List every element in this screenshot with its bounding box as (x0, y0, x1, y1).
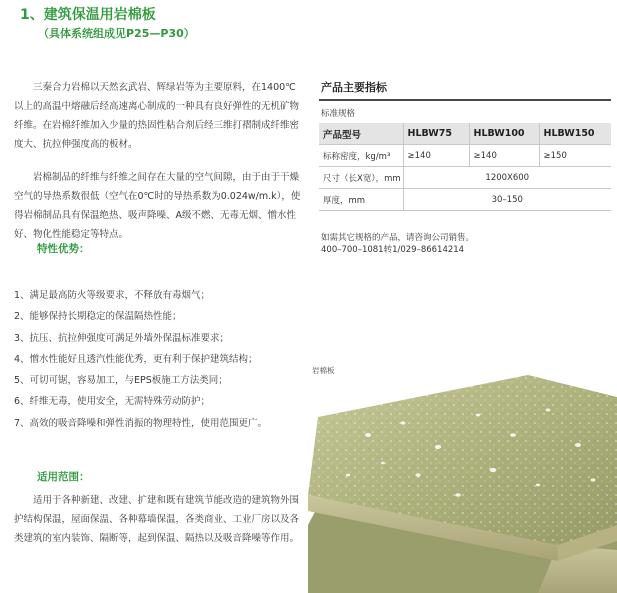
feature-item-3: 3、抗压、抗拉伸强度可满足外墙外保温标准要求； (14, 332, 230, 344)
feature-item-5: 5、可切可锯，容易加工，与EPS板施工方法类同； (14, 375, 228, 387)
density-value-3: ≥150 (539, 145, 611, 167)
intro-block (14, 78, 302, 244)
spec-title: 产品主要指标 (321, 81, 387, 94)
spec-model-3: HLBW150 (539, 123, 611, 145)
size-value: 1200X600 (403, 167, 611, 189)
spec-size-row (319, 167, 611, 189)
spec-header-label: 产品型号 (319, 123, 403, 145)
density-value-1: ≥140 (403, 145, 469, 167)
feature-item-2: 2、能够保持长期稳定的保温隔热性能； (14, 311, 182, 323)
feature-item-4: 4、憎水性能好且透汽性能优秀，更有利于保护建筑结构； (14, 353, 258, 365)
feature-item-7: 7、高效的吸音降噪和弹性消振的物理特性，使用范围更广。 (14, 417, 268, 429)
spec-model-2: HLBW100 (469, 123, 539, 145)
page-subtitle: （具体系统组成见P25—P30） (38, 27, 195, 40)
density-label: 标称密度，kg/m³ (319, 145, 403, 167)
spec-note-line-2: 400–700–1081转1/029–86614214 (321, 245, 465, 255)
size-label: 尺寸（长X宽），mm (319, 167, 403, 189)
spec-header-row (319, 123, 611, 145)
thickness-value: 30–150 (403, 189, 611, 211)
spec-subtitle: 标准规格 (321, 109, 356, 119)
thickness-label: 厚度，mm (319, 189, 403, 211)
features-list (14, 285, 308, 434)
spec-note-line-1: 如需其它规格的产品，请咨询公司销售。 (321, 233, 475, 243)
intro-paragraph-2: 岩棉制品的纤维与纤维之间存在大量的空气间隙，由于由于干燥空气的导热系数很低（空气在0℃时的导热系数为0.024w/m.k），使得岩棉制品具有保温绝热、吸声降噪、A级不燃、无毒无烟、憎水性好、物化性能稳定等特点。 (14, 172, 301, 240)
rock-wool-board-image (308, 375, 617, 593)
feature-item-6: 6、纤维无毒，使用安全，无需特殊劳动防护； (14, 396, 211, 408)
photo-label: 岩棉板 (312, 366, 335, 375)
spec-divider (319, 99, 611, 101)
application-heading: 适用范围： (37, 471, 90, 483)
intro-paragraph-1: 三秦合力岩棉以天然玄武岩、辉绿岩等为主要原料，在1400℃以上的高温中熔融后经高速离心制成的一种具有良好弹性的无机矿物纤维。在岩棉纤维加入少量的热固性粘合剂后经三维打褶制成纤维密度大、抗拉伸强度高的板材。 (14, 82, 300, 150)
spec-model-1: HLBW75 (403, 123, 469, 145)
spec-table (319, 123, 611, 211)
feature-item-1: 1、满足最高防火等级要求，不释放有毒烟气； (14, 290, 211, 301)
features-heading: 特性优势： (37, 243, 90, 255)
application-block (14, 491, 302, 548)
application-text: 适用于各种新建、改建、扩建和既有建筑节能改造的建筑物外围护结构保温，屋面保温、各种幕墙保温，各类商业、工业厂房以及各类建筑的室内装饰、隔断等，起到保温、隔热以及吸音降噪等作用。 (14, 495, 300, 544)
page-title: 1、建筑保温用岩棉板 (20, 7, 156, 23)
spec-density-row (319, 145, 611, 167)
spec-thickness-row (319, 189, 611, 211)
density-value-2: ≥140 (469, 145, 539, 167)
